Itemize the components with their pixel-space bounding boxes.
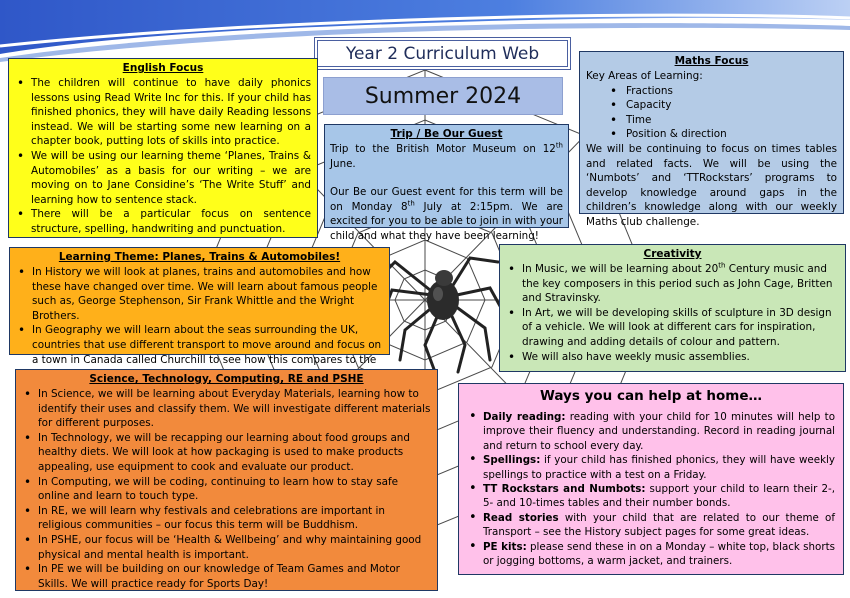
science-heading: Science, Technology, Computing, RE and PSHE [89, 373, 364, 385]
help-list [467, 410, 835, 568]
help-item-label: PE kits: [483, 540, 527, 553]
science-panel [15, 369, 438, 591]
list-item: • In RE, we will learn why festivals and celebrations are important in religious communities – our focus this term will be Buddhism. [22, 504, 431, 533]
creativity-heading: Creativity [643, 248, 702, 260]
guest-text-start: Our Be our Guest event for this term will be on Monday 8 [330, 186, 563, 213]
help-item-label: Daily reading: [483, 411, 566, 423]
guest-text [330, 185, 563, 243]
creativity-panel [499, 244, 846, 372]
trip-text-start: Trip to the British Motor Museum on 12 [330, 143, 556, 155]
list-item: • Capacity [586, 98, 837, 113]
guest-text-end: July at 2:15pm. We are excited for you to be able to join in with your child and what they have been learning! [330, 200, 564, 242]
help-item-label: TT Rockstars and Numbots: [483, 483, 646, 496]
list-item [467, 511, 835, 540]
list-item: • Time [586, 113, 837, 128]
maths-focus-panel [579, 51, 844, 228]
list-item: • In Art, we will be developing skills of sculpture in 3D design of a vehicle. We will look at different cars for inspiration, drawing and adding details of colour and pattern. [506, 306, 839, 350]
list-item [467, 482, 835, 511]
english-list [15, 76, 311, 237]
list-item [506, 262, 839, 306]
list-item: • The children will continue to have daily phonics lessons using Read Write Inc for this. If your child has finished phonics, they will have daily Reading lessons instead. We will be starting some new learning on a chapter book, putting lots of skills into practice. [15, 76, 311, 149]
help-item-text: with your child that are related to our theme of Transport – see the History subject pages for some great ideas. [483, 511, 835, 539]
page-title: Year 2 Curriculum Web [345, 43, 540, 64]
list-item: • In Geography we will learn about the seas surrounding the UK, countries that use different transport to move around and focus on a town in Canada called Churchill to see how this compares to the [16, 323, 383, 381]
creativity-list [506, 262, 839, 364]
learning-heading: Learning Theme: Planes, Trains & Automobiles! [58, 251, 341, 263]
help-heading: Ways you can help at home… [539, 388, 763, 404]
help-at-home-panel [458, 383, 844, 575]
help-item-label: Spellings: [483, 454, 541, 467]
list-item: • In PSHE, our focus will be ‘Health & Wellbeing’ and why maintaining good physical and mental health is important. [22, 533, 431, 562]
trip-text-end: June. [330, 157, 356, 170]
list-item: • Fractions [586, 84, 837, 99]
list-item: • We will be using our learning theme ‘Planes, Trains & Automobiles’ as a basis for our writing – we are moving on to Jane Considine’s ‘The Write Stuff’ and learning how to sentence stack. [15, 149, 311, 207]
maths-heading: Maths Focus [674, 55, 749, 67]
list-item: • In Computing, we will be coding, continuing to learn how to stay safe online and learn to touch type. [22, 475, 431, 504]
list-item: • In PE we will be building on our knowledge of Team Games and Motor Skills. We will practice ready for Sports Day! [22, 562, 431, 591]
learning-list [16, 265, 383, 382]
spider-graphic [372, 258, 505, 372]
guest-date-suffix: th [407, 199, 415, 208]
music-text-end: Century music and the key composers in this period such as John Cage, Britten and Stravinsky. [522, 263, 833, 305]
century-suffix: th [718, 261, 726, 270]
science-list [22, 387, 431, 591]
page-title-box [314, 37, 571, 70]
music-text-start: In Music, we will be learning about 20 [522, 263, 719, 275]
help-item-label: Read stories [483, 511, 559, 524]
list-item [467, 540, 835, 569]
help-item-text: support your child to learn their 2-, 5- and 10-times tables and their number bonds. [483, 483, 835, 510]
trip-heading: Trip / Be Our Guest [390, 128, 503, 140]
help-item-text: please send these in on a Monday – white top, black shorts or jogging bottoms, a warm jacket, and trainers. [483, 540, 835, 568]
list-item [467, 410, 835, 453]
help-item-text: reading with your child for 10 minutes will help to improve their fluency and understanding. Record in reading journal and return to school every day. [483, 411, 835, 452]
help-item-text: if your child has finished phonics, they will have weekly spellings to practice with a test on a Friday. [483, 454, 835, 481]
maths-intro: Key Areas of Learning: [586, 70, 703, 82]
learning-theme-panel [9, 247, 390, 366]
trip-text [330, 142, 563, 171]
list-item: • There will be a particular focus on sentence structure, spelling, handwriting and punctuation. [15, 207, 311, 236]
english-focus-panel [8, 58, 318, 238]
trip-panel [324, 124, 569, 242]
term-box [323, 77, 563, 115]
term-title: Summer 2024 [364, 83, 522, 109]
list-item: • In Science, we will be learning about Everyday Materials, learning how to identify their uses and classify them. We will investigate different materials for different purposes. [22, 387, 431, 431]
list-item: • Position & direction [586, 127, 837, 142]
maths-areas-list [586, 84, 837, 142]
list-item: • In Technology, we will be recapping our learning about food groups and healthy diets. We will look at how packaging is used to make products appealing, use equipment to cook and evaluate our product. [22, 431, 431, 475]
english-heading: English Focus [122, 62, 204, 74]
list-item [467, 453, 835, 482]
maths-text: We will be continuing to focus on times tables and related facts. We will be using the ‘Numbots’ and ‘TTRockstars’ programs to develop knowledge around gaps in the children’s knowledge along with our weekly Maths club challenge. [586, 142, 837, 228]
trip-date-suffix: th [555, 141, 563, 150]
list-item: • In History we will look at planes, trains and automobiles and how these have changed over time. We will learn about famous people such as, George Stephenson, Sir Frank Whittle and the Wright Brothers. [16, 265, 383, 323]
list-item: • We will also have weekly music assemblies. [506, 350, 839, 365]
